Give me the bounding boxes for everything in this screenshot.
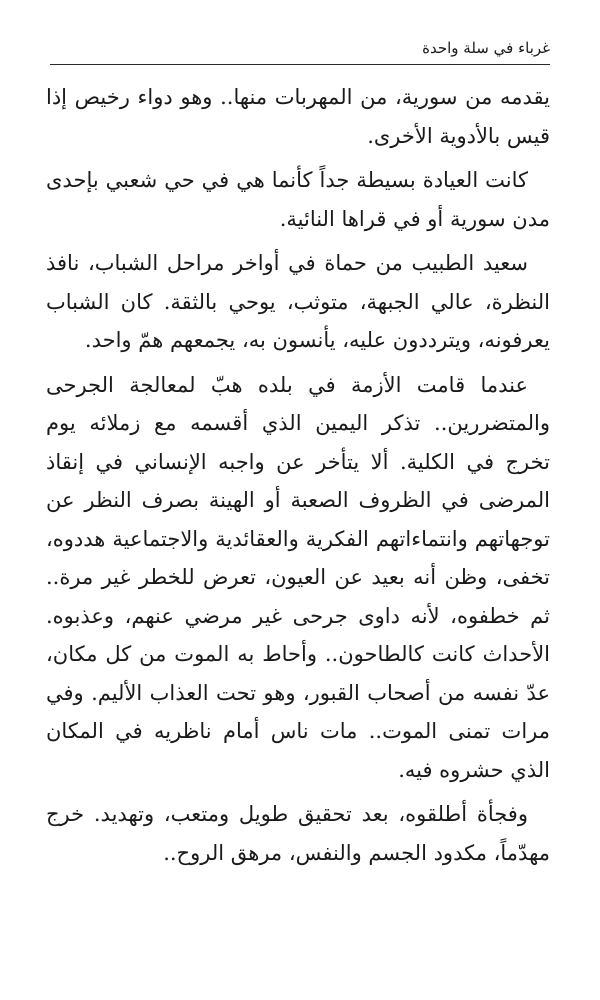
paragraph-doctor: سعيد الطبيب من حماة في أواخر مراحل الشباب، نافذ النظرة، عالي الجبهة، متوثب، يوحي بالثقة. كان الشباب يعرفونه، ويترددون عليه، يأنسون به، يجمعهم همّ واحد. [46,251,550,352]
paragraph-continuation: يقدمه من سورية، من المهربات منها.. وهو دواء رخيص إذا قيس بالأدوية الأخرى. [46,85,550,148]
paragraph-release: وفجأة أطلقوه، بعد تحقيق طويل ومتعب، وتهديد. خرج مهدّماً، مكدود الجسم والنفس، مرهق الروح.. [46,802,550,865]
body-text [46,78,550,878]
paragraph-clinic: كانت العيادة بسيطة جداً كأنما هي في حي شعبي بإحدى مدن سورية أو في قراها النائية. [46,168,550,231]
paragraph-crisis: عندما قامت الأزمة في بلده هبّ لمعالجة الجرحى والمتضررين.. تذكر اليمين الذي أقسمه مع زملائه يوم تخرج في الكلية. ألا يتأخر عن واجبه الإنساني في إنقاذ المرضى في الظروف الصعبة أو الهينة بصرف النظر عن توجهاتهم وانتماءاتهم الفكرية والعقائدية والاجتماعية هددوه، تخفى، وظن أنه بعيد عن العيون، تعرض للخطر غير مرة.. ثم خطفوه، لأنه داوى جرحى غير مرضي عنهم، وعذبوه. الأحداث كانت كالطاحون.. وأحاط به الموت من كل مكان، عدّ نفسه من أصحاب القبور، وهو تحت العذاب الأليم. وفي مرات تمنى الموت.. مات ناس أمام ناظريه في المكان الذي حشروه فيه. [46,372,550,782]
running-title: غرباء في سلة واحدة [422,39,550,57]
running-header [50,38,550,65]
